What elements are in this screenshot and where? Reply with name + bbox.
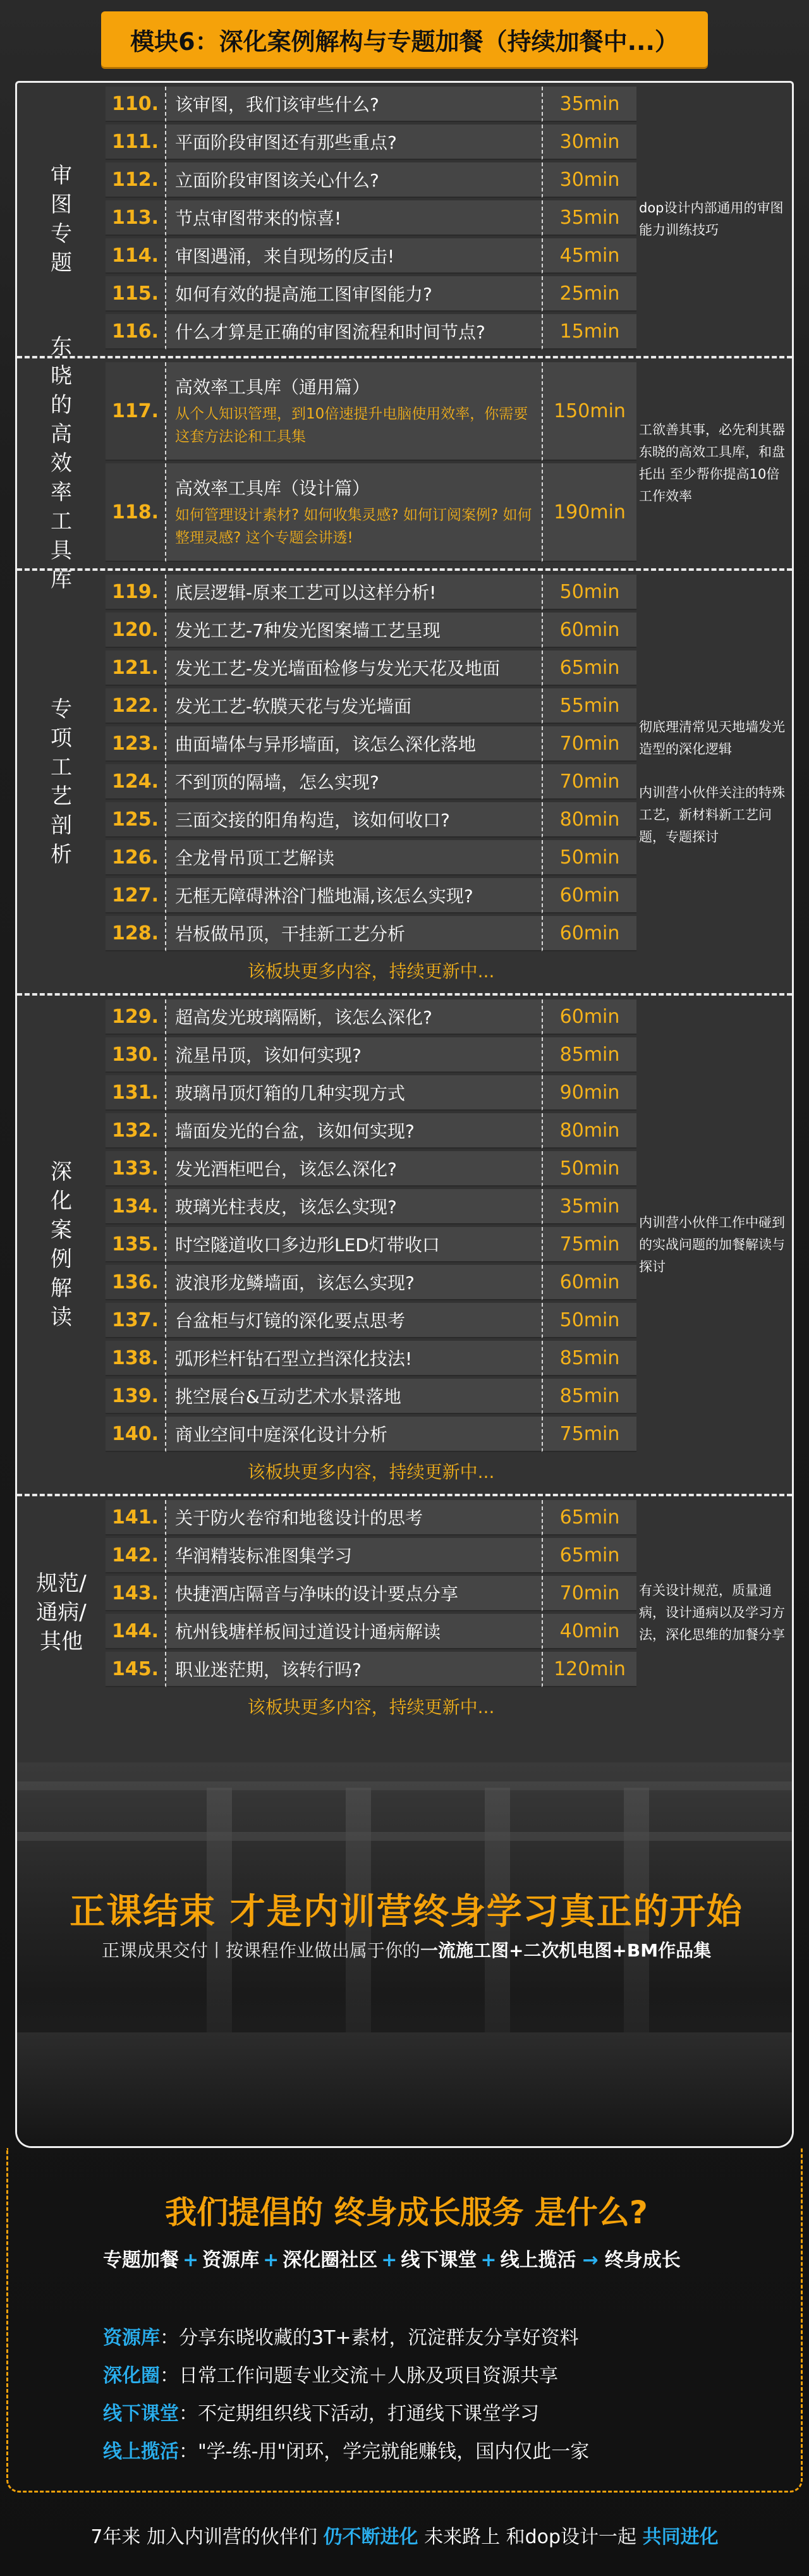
course-duration: 60min xyxy=(542,999,636,1035)
group-label xyxy=(17,334,106,592)
course-title-cell xyxy=(166,314,542,350)
course-title-cell xyxy=(166,802,542,838)
course-row[interactable] xyxy=(106,1652,636,1687)
service-item-online xyxy=(103,2436,589,2463)
course-duration: 75min xyxy=(542,1417,636,1452)
course-title: 时空隧道收口多边形LED灯带收口 xyxy=(175,1235,440,1255)
course-number: 114. xyxy=(106,238,166,274)
group-label-char: 审 xyxy=(51,163,72,188)
course-title-cell xyxy=(166,650,542,686)
group-description xyxy=(639,999,786,1490)
course-title-cell xyxy=(166,162,542,198)
group-description xyxy=(639,87,786,352)
course-title-cell xyxy=(166,878,542,913)
flow-step: 资源库 xyxy=(202,2249,260,2271)
course-title: 无框无障碍淋浴门槛地漏,该怎么实现? xyxy=(175,886,473,906)
group-label-char: 库 xyxy=(51,567,72,592)
course-row[interactable] xyxy=(106,878,636,913)
course-row[interactable] xyxy=(106,463,636,562)
course-row[interactable] xyxy=(106,200,636,236)
course-duration: 35min xyxy=(542,1189,636,1224)
group-label-char: 深 xyxy=(51,1159,72,1185)
course-title: 平面阶段审图还有那些重点? xyxy=(175,132,397,153)
course-number: 129. xyxy=(106,999,166,1035)
course-title-cell xyxy=(166,1614,542,1649)
course-duration: 85min xyxy=(542,1379,636,1414)
course-number: 140. xyxy=(106,1417,166,1452)
footer-highlight: 共同进化 xyxy=(642,2526,719,2548)
footer-highlight: 仍不断进化 xyxy=(323,2526,418,2548)
service-flow xyxy=(103,2244,681,2272)
plus-icon: + xyxy=(381,2249,398,2271)
course-title-cell xyxy=(166,1379,542,1414)
course-number: 144. xyxy=(106,1614,166,1649)
course-title-cell xyxy=(166,613,542,648)
more-content-note: 该板块更多内容，持续更新中... xyxy=(247,1462,495,1482)
group-label-char: 题 xyxy=(51,250,72,276)
course-title-cell xyxy=(166,463,542,562)
course-row[interactable] xyxy=(106,999,636,1035)
course-title-cell xyxy=(166,1576,542,1611)
course-title: 波浪形龙鳞墙面，该怎么实现? xyxy=(175,1273,415,1293)
course-duration: 50min xyxy=(542,575,636,610)
hero-photo-banner xyxy=(15,1762,794,2148)
course-duration: 90min xyxy=(542,1075,636,1111)
service-item-key: 线下课堂 xyxy=(103,2403,179,2425)
hero-subtitle-prefix: 正课成果交付丨按课程作业做出属于你的 xyxy=(101,1940,420,1961)
course-row[interactable] xyxy=(106,802,636,838)
course-title-cell xyxy=(166,1227,542,1262)
course-title: 墙面发光的台盆，该如何实现? xyxy=(175,1121,415,1142)
course-title-cell xyxy=(166,125,542,160)
course-duration: 45min xyxy=(542,238,636,274)
course-number: 138. xyxy=(106,1341,166,1376)
group-description-text: 内训营小伙伴关注的特殊工艺，新材料新工艺问题，专题探讨 xyxy=(639,784,785,845)
course-title: 岩板做吊顶，干挂新工艺分析 xyxy=(175,924,406,944)
group-label-char: 项 xyxy=(51,726,72,751)
course-row[interactable] xyxy=(106,162,636,198)
group-description xyxy=(639,575,786,989)
course-duration: 30min xyxy=(542,162,636,198)
course-duration: 80min xyxy=(542,802,636,838)
group-description-text: 内训营小伙伴工作中碰到的实战问题的加餐解读与探讨 xyxy=(639,1214,785,1274)
ceiling-beam xyxy=(17,1781,794,1790)
group-label-char: 的 xyxy=(51,393,72,418)
course-title: 商业空间中庭深化设计分析 xyxy=(175,1424,388,1445)
course-number: 112. xyxy=(106,162,166,198)
interior-floor xyxy=(17,2032,794,2146)
course-title: 玻璃光柱表皮，该怎么实现? xyxy=(175,1197,397,1218)
flow-step: 专题加餐 xyxy=(103,2249,179,2271)
arrow-right-icon: → xyxy=(582,2249,599,2271)
module-title-banner: 模块6：深化案例解构与专题加餐（持续加餐中...） xyxy=(101,11,708,67)
group-label xyxy=(17,1500,106,1725)
course-duration: 70min xyxy=(542,764,636,800)
course-title: 弧形栏杆钻石型立挡深化技法! xyxy=(175,1348,413,1369)
course-number: 119. xyxy=(106,575,166,610)
course-title-cell xyxy=(166,916,542,951)
course-title: 流星吊顶，该如何实现? xyxy=(175,1045,362,1066)
footer-slogan xyxy=(0,2521,809,2549)
course-row[interactable] xyxy=(106,87,636,122)
course-number: 143. xyxy=(106,1576,166,1611)
course-number: 124. xyxy=(106,764,166,800)
course-title-cell xyxy=(166,1075,542,1111)
group-label-char: 通病/ xyxy=(36,1600,87,1625)
course-number: 142. xyxy=(106,1538,166,1573)
more-content-note: 该板块更多内容，持续更新中... xyxy=(247,1697,495,1718)
course-duration: 75min xyxy=(542,1227,636,1262)
course-title: 杭州钱塘样板间过道设计通病解读 xyxy=(175,1621,441,1642)
course-title: 关于防火卷帘和地毯设计的思考 xyxy=(175,1508,423,1529)
course-row[interactable] xyxy=(106,1037,636,1073)
course-title: 如何有效的提高施工图审图能力? xyxy=(175,284,432,305)
group-divider xyxy=(17,993,792,996)
course-number: 125. xyxy=(106,802,166,838)
group-label-char: 案 xyxy=(51,1218,72,1243)
course-row[interactable] xyxy=(106,764,636,800)
course-duration: 40min xyxy=(542,1614,636,1649)
lifelong-service-box xyxy=(6,2148,803,2493)
group-label-char: 规范/ xyxy=(36,1571,87,1596)
course-number: 137. xyxy=(106,1303,166,1338)
course-title-cell xyxy=(166,999,542,1035)
plus-icon: + xyxy=(480,2249,497,2271)
course-duration: 65min xyxy=(542,650,636,686)
course-number: 141. xyxy=(106,1500,166,1535)
hero-title: 正课结束 才是内训营终身学习真正的开始 xyxy=(70,1891,743,1932)
course-row[interactable] xyxy=(106,1417,636,1452)
footer-text: 未来路上 和dop设计一起 xyxy=(418,2526,643,2548)
course-duration: 25min xyxy=(542,276,636,312)
course-row[interactable] xyxy=(106,362,636,461)
course-row[interactable] xyxy=(106,1379,636,1414)
course-duration: 50min xyxy=(542,1151,636,1187)
course-title-cell xyxy=(166,1500,542,1535)
course-title: 发光工艺-发光墙面检修与发光天花及地面 xyxy=(175,658,501,679)
service-item-value: ：分享东晓收藏的3T+素材，沉淀群友分享好资料 xyxy=(160,2327,579,2349)
course-row[interactable] xyxy=(106,650,636,686)
course-title-cell xyxy=(166,1538,542,1573)
group-description xyxy=(639,1500,786,1725)
group-label-char: 例 xyxy=(51,1247,72,1272)
hero-subtitle-bold: 一流施工图+二次机电图+BM作品集 xyxy=(420,1940,712,1961)
service-item-circle xyxy=(103,2360,558,2388)
course-title-cell xyxy=(166,276,542,312)
course-duration: 60min xyxy=(542,613,636,648)
course-duration: 60min xyxy=(542,878,636,913)
course-title-cell xyxy=(166,688,542,724)
course-number: 123. xyxy=(106,726,166,762)
course-number: 126. xyxy=(106,840,166,876)
course-title-cell xyxy=(166,238,542,274)
course-title-cell xyxy=(166,1113,542,1149)
course-title: 什么才算是正确的审图流程和时间节点? xyxy=(175,322,485,343)
group-label-char: 其他 xyxy=(40,1629,83,1654)
course-table xyxy=(15,81,794,1762)
course-row[interactable] xyxy=(106,1227,636,1262)
group-divider xyxy=(17,356,792,358)
course-row[interactable] xyxy=(106,726,636,762)
course-duration: 120min xyxy=(542,1652,636,1687)
course-number: 130. xyxy=(106,1037,166,1073)
course-title-cell xyxy=(166,1417,542,1452)
course-number: 133. xyxy=(106,1151,166,1187)
course-duration: 55min xyxy=(542,688,636,724)
course-row[interactable] xyxy=(106,1113,636,1149)
plus-icon: + xyxy=(263,2249,279,2271)
group-label-char: 效 xyxy=(51,451,72,476)
course-number: 135. xyxy=(106,1227,166,1262)
service-item-value: ：不定期组织线下活动，打通线下课堂学习 xyxy=(179,2403,539,2425)
course-title: 台盆柜与灯镜的深化要点思考 xyxy=(175,1310,406,1331)
course-title: 不到顶的隔墙，怎么实现? xyxy=(175,772,379,793)
course-duration: 85min xyxy=(542,1341,636,1376)
course-title-cell xyxy=(166,726,542,762)
course-title: 节点审图带来的惊喜! xyxy=(175,208,342,229)
course-duration: 50min xyxy=(542,840,636,876)
group-label xyxy=(17,87,106,352)
hero-subtitle xyxy=(17,1937,794,1962)
course-title: 快捷酒店隔音与净味的设计要点分享 xyxy=(175,1584,459,1604)
course-number: 139. xyxy=(106,1379,166,1414)
group-label-char: 专 xyxy=(51,697,72,722)
course-row[interactable] xyxy=(106,276,636,312)
course-row[interactable] xyxy=(106,688,636,724)
group-divider xyxy=(17,568,792,571)
group-label-char: 东 xyxy=(51,334,72,360)
group-label-char: 析 xyxy=(51,842,72,867)
course-title: 职业迷茫期，该转行吗? xyxy=(175,1659,362,1680)
group-label-char: 率 xyxy=(51,480,72,505)
course-title-cell xyxy=(166,840,542,876)
course-number: 115. xyxy=(106,276,166,312)
group-divider xyxy=(17,1494,792,1496)
footer-text: 7年来 加入内训营的伙伴们 xyxy=(90,2526,324,2548)
group-description-text: 有关设计规范，质量通病，设计通病以及学习方法，深化思维的加餐分享 xyxy=(639,1582,785,1642)
group-label-char: 工 xyxy=(51,755,72,780)
course-title: 发光酒柜吧台，该怎么深化? xyxy=(175,1159,397,1180)
course-duration: 85min xyxy=(542,1037,636,1073)
course-row[interactable] xyxy=(106,1151,636,1187)
course-title: 三面交接的阳角构造，该如何收口? xyxy=(175,810,450,831)
course-title-cell xyxy=(166,200,542,236)
course-row[interactable] xyxy=(106,314,636,350)
course-duration: 30min xyxy=(542,125,636,160)
course-duration: 150min xyxy=(542,362,636,461)
service-item-key: 深化圈 xyxy=(103,2365,160,2387)
group-label xyxy=(17,999,106,1490)
course-title-cell xyxy=(166,764,542,800)
course-title-cell xyxy=(166,1037,542,1073)
course-row[interactable] xyxy=(106,125,636,160)
course-row[interactable] xyxy=(106,1303,636,1338)
group-label-char: 专 xyxy=(51,221,72,247)
group-description-text: 彻底理清常见天地墙发光造型的深化逻辑 xyxy=(639,719,785,757)
course-title: 发光工艺-软膜天花与发光墙面 xyxy=(175,696,412,717)
group-description-text: 工欲善其事，必先利其器 东晓的高效工具库，和盘托出 至少帮你提高10倍工作效率 xyxy=(639,422,785,504)
course-number: 118. xyxy=(106,463,166,562)
course-row[interactable] xyxy=(106,1189,636,1224)
course-duration: 35min xyxy=(542,200,636,236)
course-row[interactable] xyxy=(106,1538,636,1573)
course-title: 华润精装标准图集学习 xyxy=(175,1546,353,1566)
course-subtitle: 如何管理设计素材? 如何收集灵感? 如何订阅案例? 如何整理灵感? 这个专题会讲透! xyxy=(175,507,532,546)
flow-step: 线下课堂 xyxy=(401,2249,477,2271)
group-description xyxy=(639,362,786,565)
course-title: 玻璃吊顶灯箱的几种实现方式 xyxy=(175,1083,406,1104)
course-number: 127. xyxy=(106,878,166,913)
group-label-char: 化 xyxy=(51,1188,72,1214)
course-number: 117. xyxy=(106,362,166,461)
course-duration: 65min xyxy=(542,1538,636,1573)
group-label-char: 剖 xyxy=(51,813,72,838)
course-title-cell xyxy=(166,1151,542,1187)
course-title: 全龙骨吊顶工艺解读 xyxy=(175,848,335,869)
course-number: 136. xyxy=(106,1265,166,1300)
ceiling-beam xyxy=(17,1832,794,1841)
course-row[interactable] xyxy=(106,238,636,274)
service-item-key: 线上揽活 xyxy=(103,2441,179,2463)
service-item-value: ：日常工作问题专业交流＋人脉及项目资源共享 xyxy=(160,2365,558,2387)
course-duration: 190min xyxy=(542,463,636,562)
service-item-value: ："学-练-用"闭环，学完就能赚钱，国内仅此一家 xyxy=(179,2441,590,2463)
course-row[interactable] xyxy=(106,840,636,876)
group-label-char: 具 xyxy=(51,538,72,563)
group-description-text: dop设计内部通用的审图能力训练技巧 xyxy=(639,200,784,238)
course-title: 立面阶段审图该关心什么? xyxy=(175,170,379,191)
course-number: 120. xyxy=(106,613,166,648)
course-duration: 35min xyxy=(542,87,636,122)
course-row[interactable] xyxy=(106,1341,636,1376)
course-duration: 60min xyxy=(542,1265,636,1300)
service-item-key: 资源库 xyxy=(103,2327,160,2349)
course-title: 该审图，我们该审些什么? xyxy=(175,94,379,115)
service-item-resource xyxy=(103,2322,579,2350)
course-title: 曲面墙体与异形墙面，该怎么深化落地 xyxy=(175,734,477,755)
course-title-cell xyxy=(166,1303,542,1338)
course-duration: 65min xyxy=(542,1500,636,1535)
more-content-note: 该板块更多内容，持续更新中... xyxy=(247,961,495,982)
course-title: 超高发光玻璃隔断，该怎么深化? xyxy=(175,1007,432,1028)
course-number: 145. xyxy=(106,1652,166,1687)
course-title: 审图遇涌，来自现场的反击! xyxy=(175,246,395,267)
course-duration: 15min xyxy=(542,314,636,350)
course-title: 底层逻辑-原来工艺可以这样分析! xyxy=(175,582,437,603)
course-duration: 50min xyxy=(542,1303,636,1338)
course-subtitle: 从个人知识管理，到10倍速提升电脑使用效率，你需要这套方法论和工具集 xyxy=(175,406,528,445)
course-row[interactable] xyxy=(106,1576,636,1611)
plus-icon: + xyxy=(183,2249,199,2271)
group-label-char: 高 xyxy=(51,422,72,447)
course-number: 128. xyxy=(106,916,166,951)
course-title-cell xyxy=(166,87,542,122)
service-item-offline xyxy=(103,2398,539,2426)
course-title-cell xyxy=(166,1652,542,1687)
course-number: 134. xyxy=(106,1189,166,1224)
flow-step: 深化圈社区 xyxy=(283,2249,378,2271)
course-number: 113. xyxy=(106,200,166,236)
flow-end: 终身成长 xyxy=(604,2249,681,2271)
course-number: 121. xyxy=(106,650,166,686)
course-title-cell xyxy=(166,362,542,461)
course-title-cell xyxy=(166,1189,542,1224)
flow-step: 线上揽活 xyxy=(500,2249,576,2271)
course-row[interactable] xyxy=(106,1265,636,1300)
course-number: 111. xyxy=(106,125,166,160)
course-title-cell xyxy=(166,1341,542,1376)
course-title-cell xyxy=(166,1265,542,1300)
course-row[interactable] xyxy=(106,1614,636,1649)
service-title: 我们提倡的 终身成长服务 是什么? xyxy=(165,2194,648,2231)
course-title: 高效率工具库（设计篇） xyxy=(175,478,370,499)
course-number: 110. xyxy=(106,87,166,122)
course-duration: 70min xyxy=(542,1576,636,1611)
course-duration: 60min xyxy=(542,916,636,951)
group-label-char: 图 xyxy=(51,192,72,217)
group-label-char: 解 xyxy=(51,1276,72,1301)
course-title: 挑空展台&互动艺术水景落地 xyxy=(175,1386,401,1407)
group-label xyxy=(17,575,106,989)
course-title: 发光工艺-7种发光图案墙工艺呈现 xyxy=(175,620,441,641)
course-title-cell xyxy=(166,575,542,610)
course-duration: 70min xyxy=(542,726,636,762)
course-number: 122. xyxy=(106,688,166,724)
group-label-char: 工 xyxy=(51,509,72,534)
course-duration: 80min xyxy=(542,1113,636,1149)
course-row[interactable] xyxy=(106,575,636,610)
course-row[interactable] xyxy=(106,916,636,951)
group-label-char: 读 xyxy=(51,1305,72,1330)
group-label-char: 晓 xyxy=(51,363,72,389)
course-row[interactable] xyxy=(106,1075,636,1111)
course-number: 132. xyxy=(106,1113,166,1149)
group-label-char: 艺 xyxy=(51,784,72,809)
course-number: 131. xyxy=(106,1075,166,1111)
course-row[interactable] xyxy=(106,613,636,648)
course-row[interactable] xyxy=(106,1500,636,1535)
course-title: 高效率工具库（通用篇） xyxy=(175,377,370,398)
course-number: 116. xyxy=(106,314,166,350)
